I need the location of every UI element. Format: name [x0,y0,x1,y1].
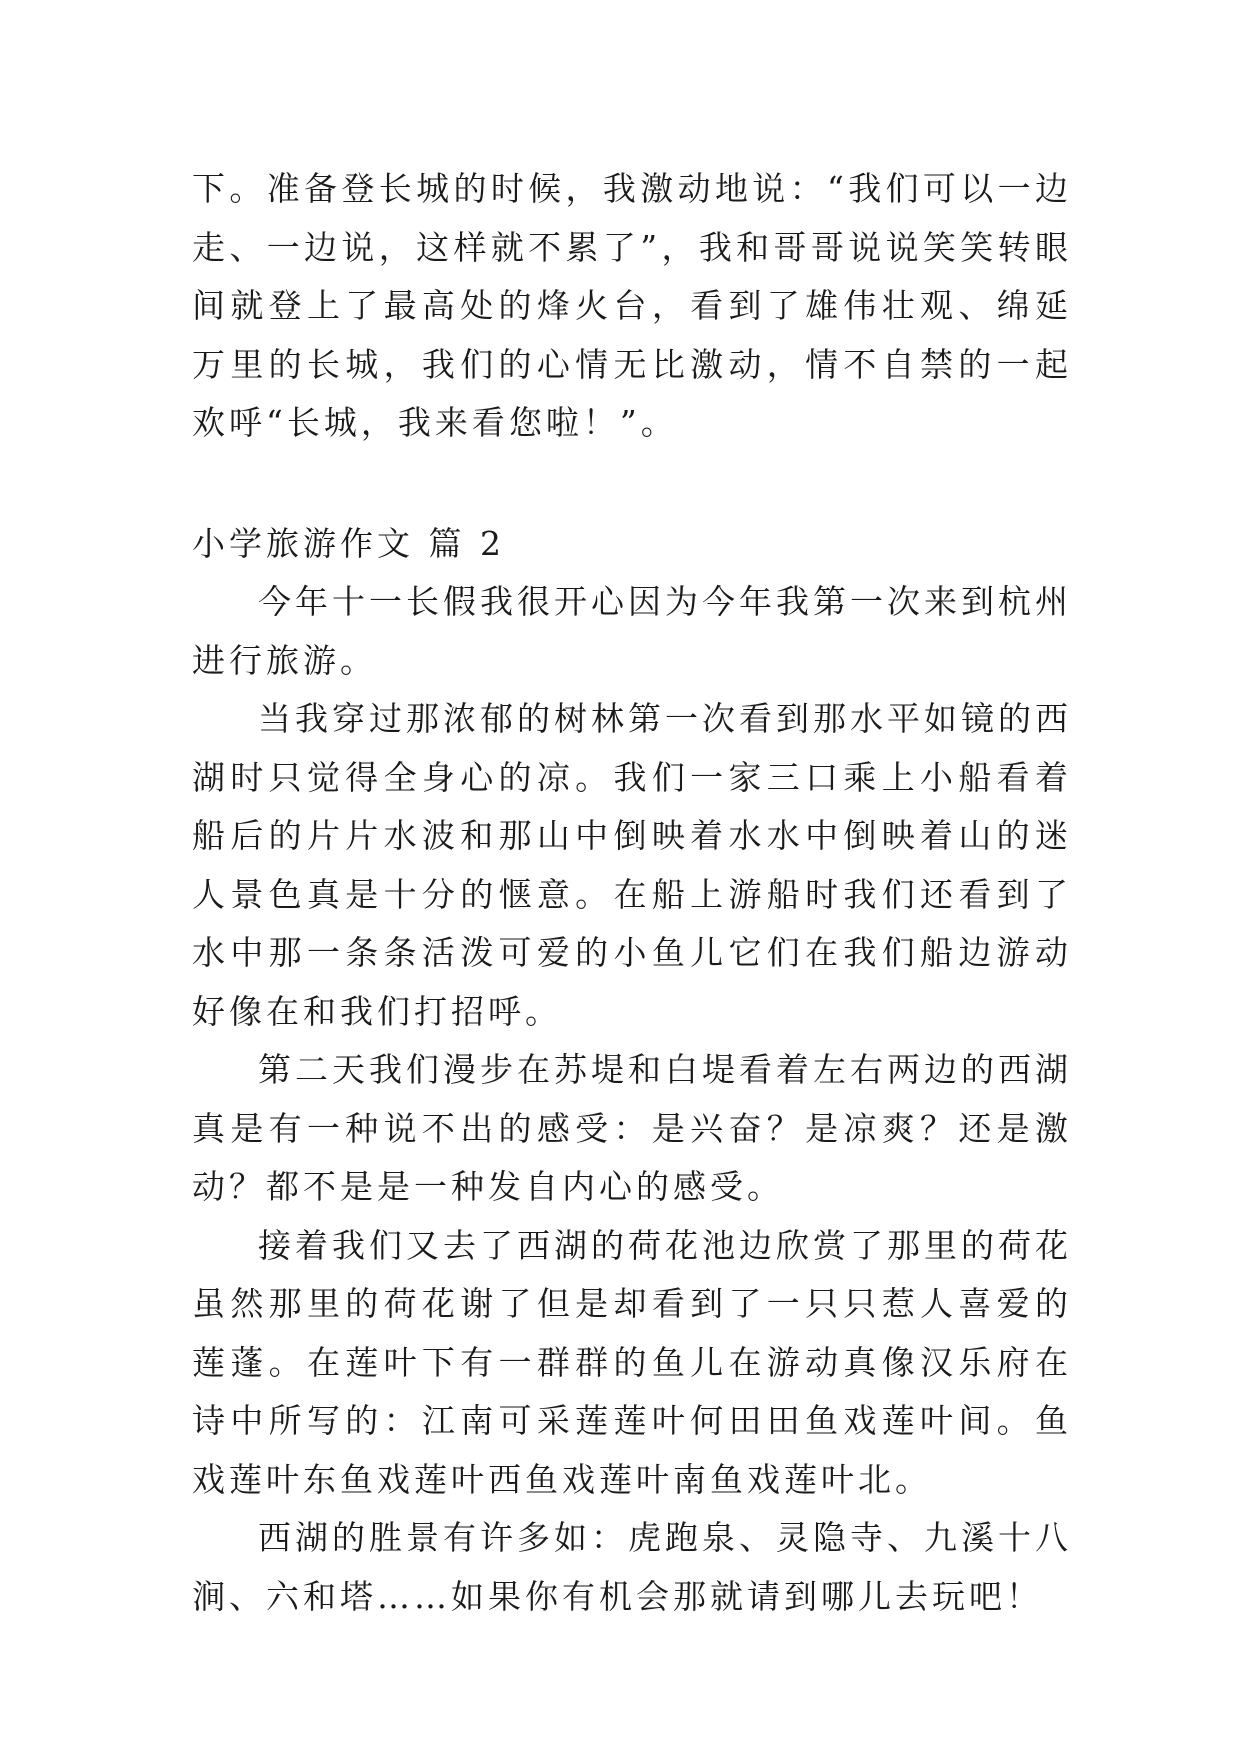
paragraph-1: 今年十一长假我很开心因为今年我第一次来到杭州进行旅游。 [192,582,1072,680]
section-title: 小学旅游作文 篇 2 [192,523,505,563]
continued-paragraph: 下。准备登长城的时候，我激动地说：“我们可以一边走、一边说，这样就不累了”，我和哥哥说说笑笑转眼间就登上了最高处的烽火台，看到了雄伟壮观、绵延万里的长城，我们的心情无比激动，情不自禁的一起欢呼“长城，我来看您啦！”。 [192,169,1072,442]
paragraph-4: 接着我们又去了西湖的荷花池边欣赏了那里的荷花虽然那里的荷花谢了但是却看到了一只只惹人喜爱的莲蓬。在莲叶下有一群群的鱼儿在游动真像汉乐府在诗中所写的：江南可采莲莲叶何田田鱼戏莲叶间。鱼戏莲叶东鱼戏莲叶西鱼戏莲叶南鱼戏莲叶北。 [192,1225,1072,1499]
paragraph-2: 当我穿过那浓郁的树林第一次看到那水平如镜的西湖时只觉得全身心的凉。我们一家三口乘上小船看着船后的片片水波和那山中倒映着水水中倒映着山的迷人景色真是十分的惬意。在船上游船时我们还看到了水中那一条条活泼可爱的小鱼儿它们在我们船边游动好像在和我们打招呼。 [192,699,1072,1031]
paragraph-3: 第二天我们漫步在苏堤和白堤看着左右两边的西湖真是有一种说不出的感受：是兴奋？是凉爽？还是激动？都不是是一种发自内心的感受。 [192,1050,1072,1206]
paragraph-5: 西湖的胜景有许多如：虎跑泉、灵隐寺、九溪十八涧、六和塔……如果你有机会那就请到哪儿去玩吧！ [192,1518,1072,1616]
document-body [192,160,1072,1626]
